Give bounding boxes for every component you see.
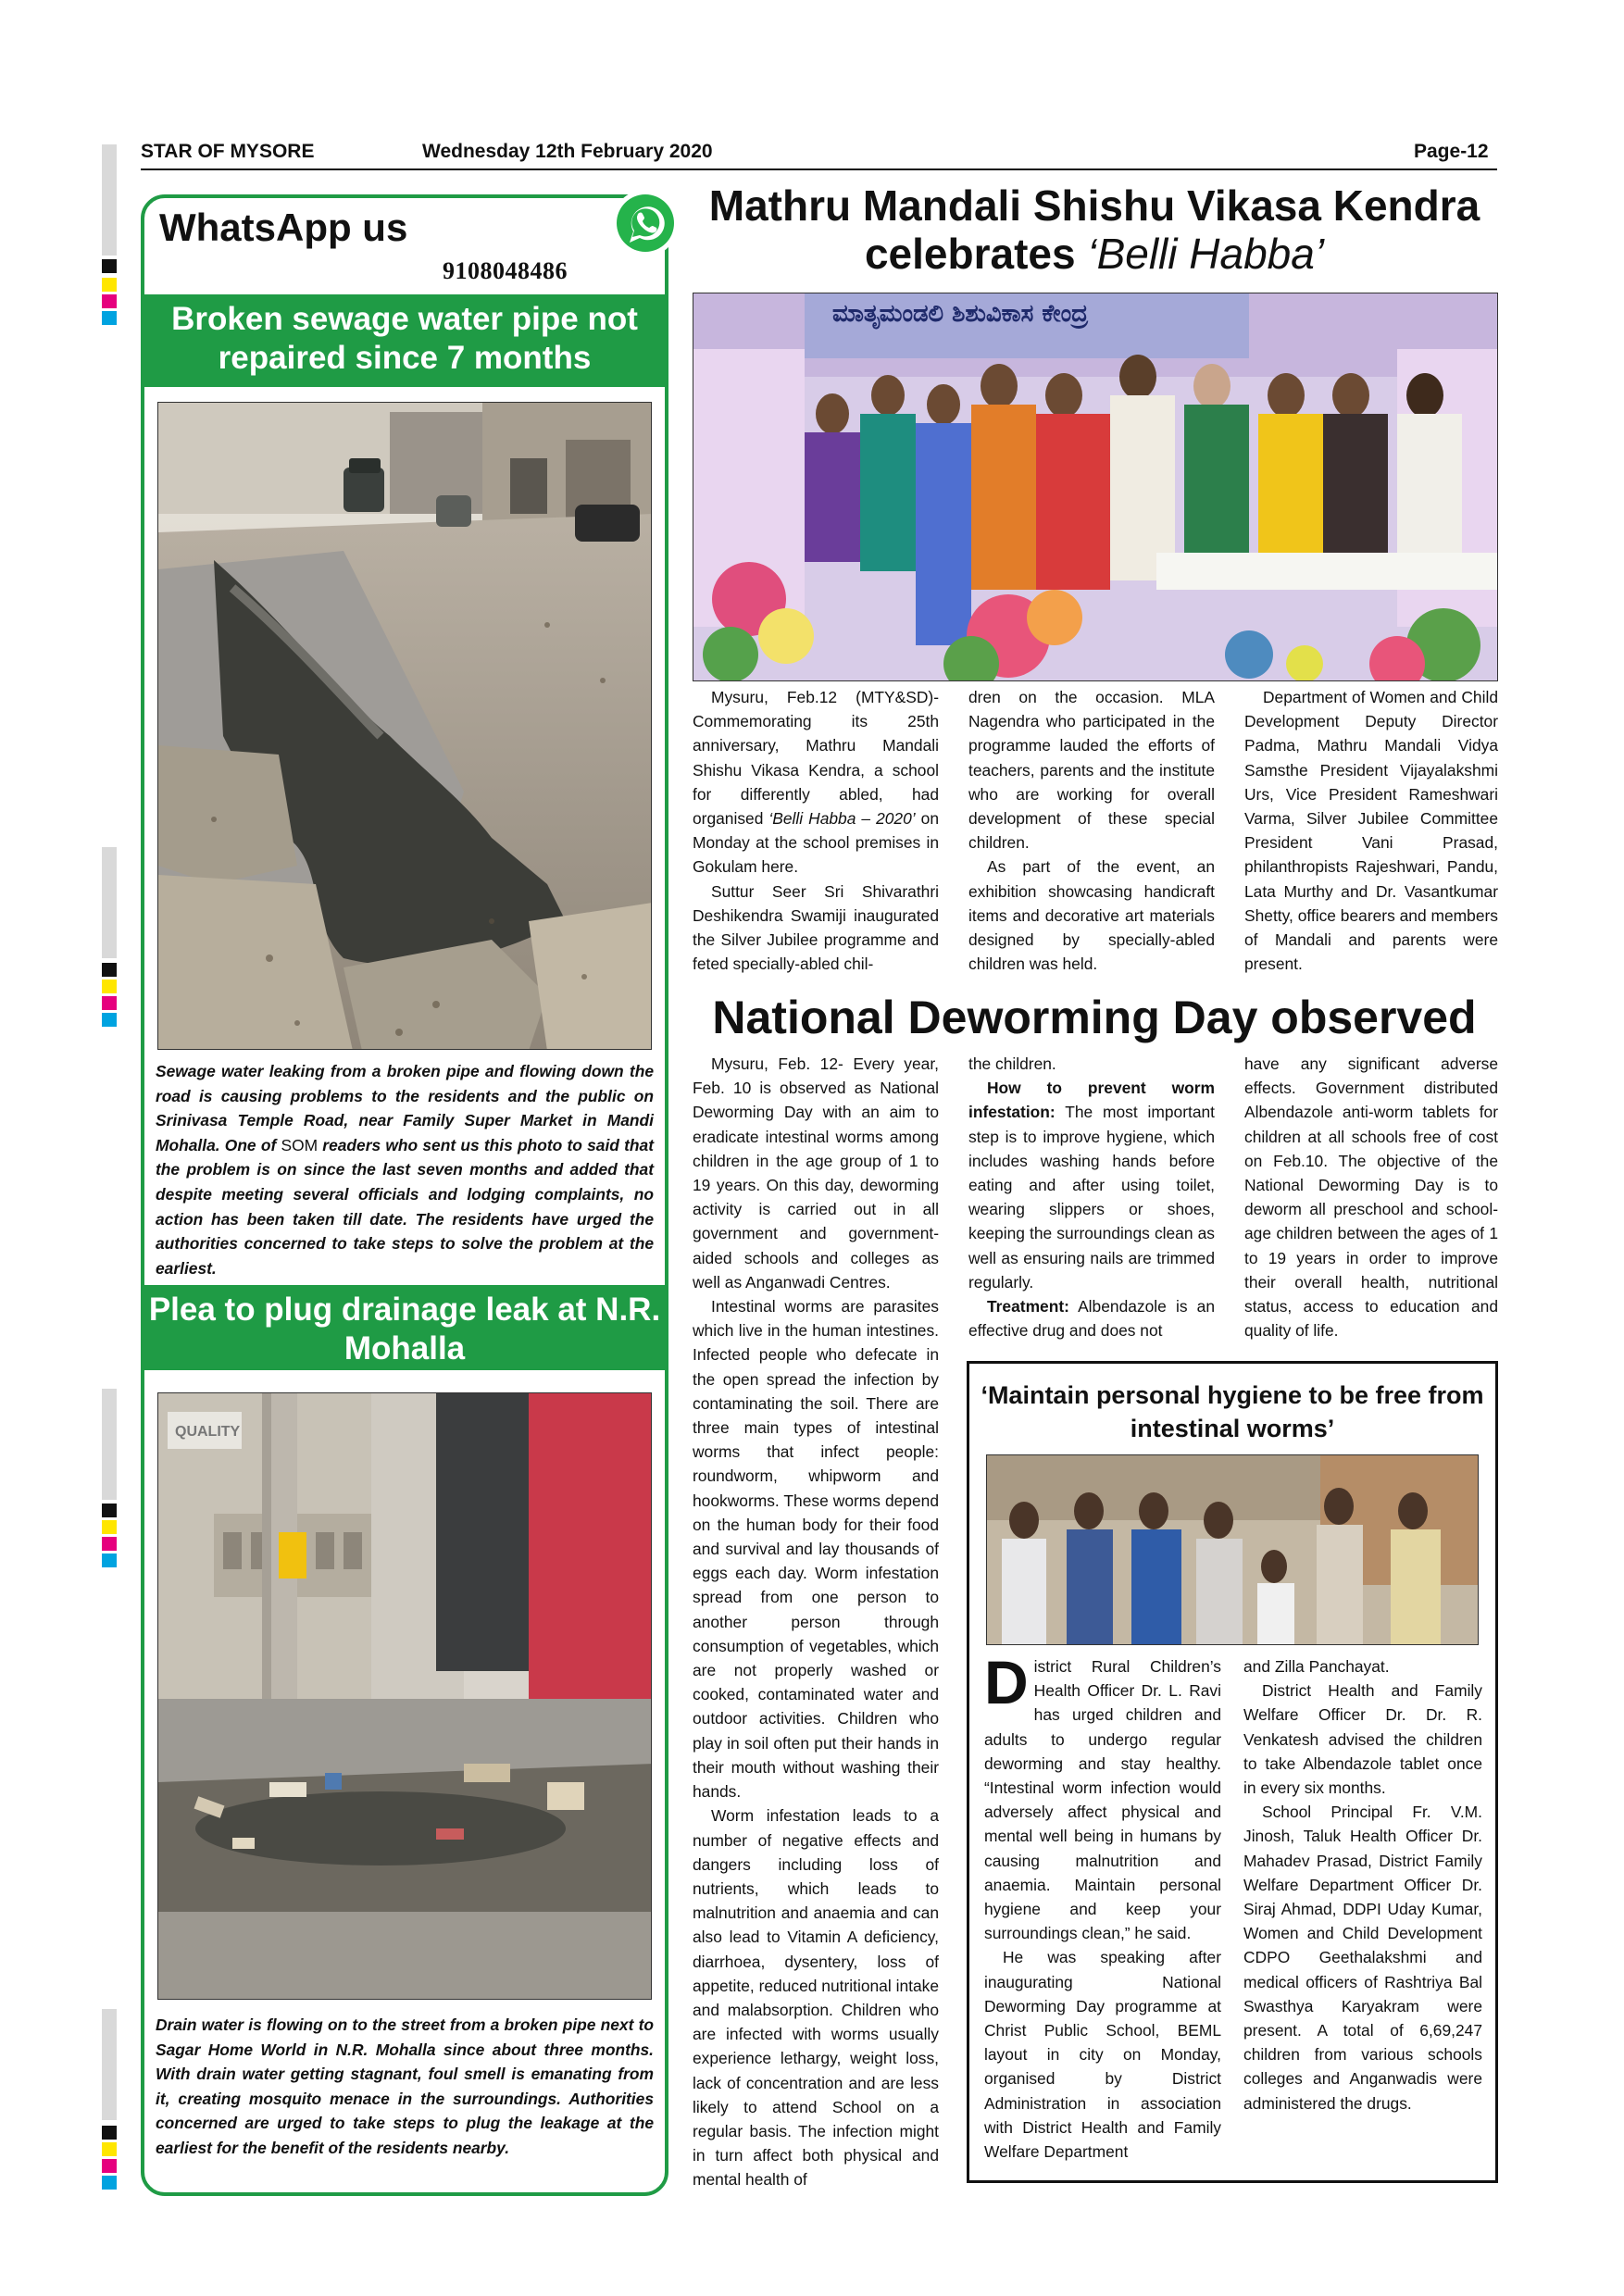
story5-col2-para1: and Zilla Panchayat.	[1243, 1657, 1390, 1676]
header-rule	[141, 168, 1497, 170]
story4-col3-para1: have any significant adverse effects. Government distributed Albendazole anti-worm tablets for children at all schools free of cost on Feb.10. The objective of the National Deworming Day is to deworm all preschool and school-age children between the ages of 1 to 19 years in order to improve their overall health, nutritional status, access to education and quality of life.	[1244, 1054, 1498, 1341]
story5-column-2	[1243, 1654, 1482, 2115]
story3-event-name: ‘Belli Habba – 2020’	[768, 809, 916, 829]
story4-column-3	[1244, 1052, 1498, 1342]
whatsapp-icon	[611, 189, 680, 257]
registration-black	[102, 2126, 117, 2140]
story5-column-1	[984, 1648, 1221, 2164]
story4-headline: National Deworming Day observed	[712, 992, 1477, 1043]
story5-col1-para1: istrict Rural Children’s Health Officer Dr. L. Ravi has urged children and adults to undergo regular deworming and stay healthy. “Intestinal worm infection would adversely affect physical and mental well being in humans by causing malnutrition and anaemia. Maintain personal hygiene and keep your surroundings clean,” he said.	[984, 1657, 1221, 1943]
story3-col2-para1: dren on the occasion. MLA Nagendra who participated in the programme lauded the efforts of teachers, parents and the institute who are working for overall development of these special children.	[968, 688, 1215, 853]
story5-col2-para2: District Health and Family Welfare Officer Dr. Dr. R. Venkatesh advised the children to take Albendazole tablet once in every six months.	[1243, 1681, 1482, 1798]
stage-banner-text: ಮಾತೃಮಂಡಲಿ ಶಿಶುವಿಕಾಸ ಕೇಂದ್ರ	[832, 300, 1089, 328]
registration-black	[102, 259, 117, 273]
belli-habba-photo	[693, 293, 1498, 681]
story5-col2-para3: School Principal Fr. V.M. Jinosh, Taluk Health Officer Dr. Mahadev Prasad, District Family Welfare Department Officer Dr. Siraj Ahmad, DDPI Uday Kumar, Women and Child Development CDPO Geethalakshmi and medical officers of Rashtriya Bal Swasthya Karyakram were present. A total of 6,69,247 children from various schools colleges and Anganwadis were administered the drugs.	[1243, 1803, 1482, 2113]
page-number: Page-12	[1414, 141, 1489, 162]
registration-cyan	[102, 1554, 117, 1567]
story4-treatment-label: Treatment:	[987, 1297, 1069, 1316]
story4-col1-para3: Worm infestation leads to a number of negative effects and dangers including loss of nutrients, which leads to malnutrition and anaemia and can also lead to Vitamin A deficiency, diarrhoea, dysentery, loss of appetite, reduced nutritional intake and malabsorption. Children who are infected with worms usually experience lethargy, weight loss, lack of concentration and are less likely to attend School on a regular basis. The infection might in turn affect both physical and mental health of	[693, 1806, 939, 2190]
registration-yellow	[102, 980, 117, 993]
registration-yellow	[102, 1520, 117, 1534]
registration-cyan	[102, 2176, 117, 2190]
story1-headline	[144, 294, 665, 387]
drainage-photo-illustration	[158, 1393, 652, 2000]
story3-headline-line2	[691, 230, 1498, 278]
registration-bar	[102, 2009, 117, 2120]
whatsapp-title: WhatsApp us	[159, 206, 408, 249]
story3-headline-bold: celebrates	[864, 230, 1088, 278]
registration-magenta	[102, 1537, 117, 1551]
story3-col2-para2: As part of the event, an exhibition showcasing handicraft items and decorative art materials designed by specially-abled children was held.	[968, 857, 1215, 974]
story3-column-3	[1244, 685, 1498, 976]
story1-caption-som: SOM	[281, 1135, 319, 1154]
story2-headline-text: Plea to plug drainage leak at N.R. Mohalla	[148, 1292, 661, 1366]
belli-habba-illustration	[693, 293, 1498, 681]
story4-col2-para1: the children.	[968, 1054, 1056, 1073]
story3-col1-text-end: on Monday at the school premises in Gokulam here.	[693, 809, 939, 877]
registration-magenta	[102, 2159, 117, 2173]
registration-bar	[102, 1389, 117, 1500]
deworming-photo-illustration	[987, 1455, 1479, 1645]
registration-bar	[102, 144, 117, 256]
registration-black	[102, 1504, 117, 1517]
registration-magenta	[102, 996, 117, 1010]
story4-prevention-text: The most important step is to improve hygiene, which includes washing hands before eating and after using toilet, wearing slippers or shoes, keeping the surroundings clean as well as ensuring nails are trimmed regularly.	[968, 1103, 1215, 1292]
story3-column-1	[693, 685, 939, 976]
story3-column-2	[968, 685, 1215, 976]
story2-caption: Drain water is flowing on to the street from a broken pipe next to Sagar Home World in N.R. Mohalla since about three months. With drain water getting stagnant, foul smell is emanating from it, creating mosquito menace in the surroundings. Authorities concerned are urged to take steps to plug the leakage at the earliest for the benefit of the residents nearby.	[156, 2015, 654, 2157]
registration-yellow	[102, 2142, 117, 2156]
registration-bar	[102, 847, 117, 958]
whatsapp-number: 9108048486	[443, 257, 568, 284]
registration-magenta	[102, 294, 117, 308]
story4-treatment-text: Albendazole is an effective drug and does not	[968, 1297, 1215, 1341]
story3-col1-para2: Suttur Seer Sri Shivarathri Deshikendra Swamiji inaugurated the Silver Jubilee programme and feted specially-abled chil-	[693, 881, 939, 974]
registration-yellow	[102, 278, 117, 292]
registration-cyan	[102, 311, 117, 325]
issue-date: Wednesday 12th February 2020	[422, 141, 713, 162]
story3-col1-text: Mysuru, Feb.12 (MTY&SD)- Commemorating its 25th anniversary, Mathru Mandali Shishu Vikasa Kendra, a school for differently abled, had organised	[693, 688, 939, 829]
deworming-photo	[986, 1454, 1479, 1645]
registration-cyan	[102, 1013, 117, 1027]
story5-col1-para2: He was speaking after inaugurating National Deworming Day programme at Christ Public School, BEML layout in city on Monday, organised by District Administration in association with District Health and Family Welfare Department	[984, 1948, 1221, 2162]
story3-headline-line1: Mathru Mandali Shishu Vikasa Kendra	[708, 181, 1480, 230]
story5-headline: ‘Maintain personal hygiene to be free from intestinal worms’	[981, 1381, 1484, 1442]
story2-headline	[144, 1285, 665, 1370]
story4-prevention-label: How to prevent worm infestation:	[968, 1079, 1215, 1122]
story3-headline	[691, 181, 1498, 278]
story1-headline-text: Broken sewage water pipe not repaired since 7 months	[171, 301, 638, 376]
story1-caption-part2: readers who sent us this photo to said that the problem is on since the last seven months and added that despite meeting several officials and lodging complaints, no action has been taken till date. The residents have urged the authorities concerned to take steps to solve the problem at the earliest.	[156, 1135, 654, 1278]
story5-dropcap: D	[984, 1648, 1029, 1716]
newspaper-name: STAR OF MYSORE	[141, 141, 315, 162]
story4-column-1	[693, 1052, 939, 2192]
registration-black	[102, 963, 117, 977]
hygiene-story-box	[967, 1361, 1498, 2183]
story3-headline-italic: ‘Belli Habba’	[1087, 230, 1325, 278]
story4-col1-para2: Intestinal worms are parasites which live in the human intestines. Infected people who defecate in the open spread the infection by contaminating the soil. There are three main types of intestinal worms that infect people: roundworm, whipworm and hookworms. These worms depend on the human body for their food and survival and lay thousands of eggs each day. Worm infestation spread from one person to another person through consumption of vegetables, which are not properly washed or cooked, contaminated water and outdoor activities. Children who play in soil often put their hands in their mouth without washing their hands.	[693, 1297, 939, 1802]
sewage-photo	[157, 402, 652, 1050]
story4-column-2	[968, 1052, 1215, 1342]
drainage-photo	[157, 1392, 652, 2000]
story1-caption-part1: Sewage water leaking from a broken pipe and flowing down the road is causing problems to the residents and the public on Srinivasa Temple Road, near Family Super Market in Mandi Mohalla. One of	[156, 1062, 654, 1154]
shop-sign-text: QUALITY	[175, 1424, 241, 1440]
story3-col3-para1: Department of Women and Child Development Deputy Director Padma, Mathru Mandali Vidya Samsthe President Vijayalakshmi Urs, Vice President Rameshwari Varma, Silver Jubilee Committee President Vani Prasad, philanthropists Rajeshwari, Pandu, Lata Murthy and Dr. Vasantkumar Shetty, office bearers and members of Mandali and parents were present.	[1244, 688, 1498, 974]
story4-col1-para1: Mysuru, Feb. 12- Every year, Feb. 10 is observed as National Deworming Day with an aim to eradicate intestinal worms among children in the age group of 1 to 19 years. On this day, deworming activity is carried out in all government and government-aided schools and colleges as well as Anganwadi Centres.	[693, 1054, 939, 1292]
reader-complaints-box	[141, 194, 668, 2196]
story1-caption	[156, 1059, 654, 1280]
sewage-photo-illustration	[158, 403, 652, 1050]
